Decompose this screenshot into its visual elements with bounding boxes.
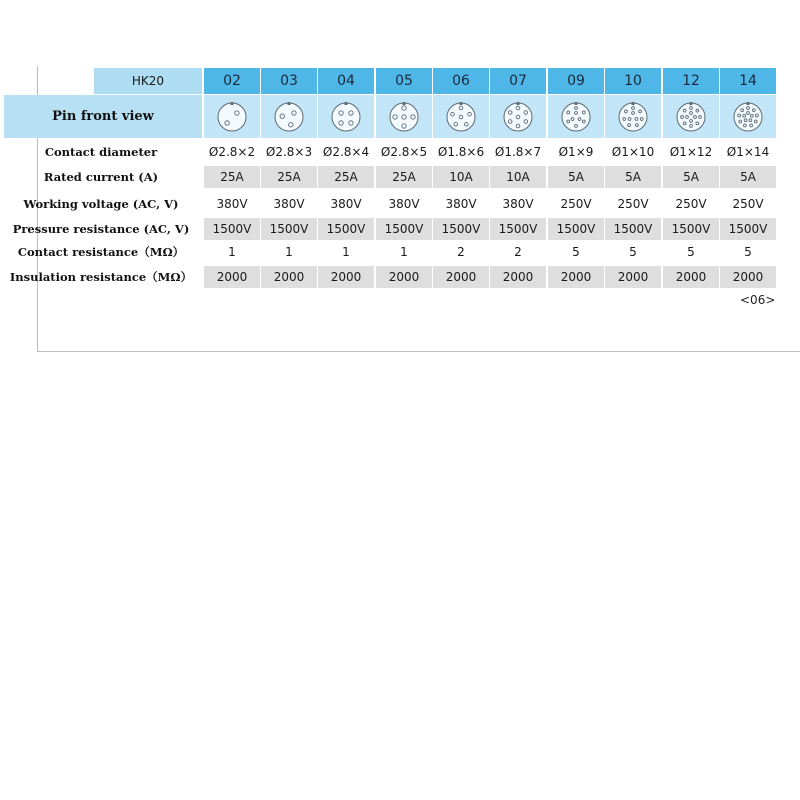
table-cell: Ø2.8×2 [208,145,256,159]
column-header-02: 02 [204,68,260,94]
table-cell: 2000 [204,266,260,288]
row-label: Insulation resistance（MΩ） [9,270,193,284]
table-cell: 5 [687,245,695,259]
table-cell: 250V [732,197,764,211]
table-cell: 2 [457,245,465,259]
table-cell: 5A [720,166,776,188]
table-cell: 2000 [261,266,317,288]
table-cell: Ø1.8×7 [494,145,542,159]
table-cell: 250V [675,197,707,211]
pin-diagram-06 [433,95,489,138]
table-cell: 380V [216,197,248,211]
pin-diagram-07 [490,95,546,138]
table-cell: 2000 [663,266,719,288]
pin-diagram-04 [318,95,374,138]
pin-layout-icon [501,100,535,134]
table-cell: 25A [376,166,432,188]
column-header-06: 06 [433,68,489,94]
column-header-07: 07 [490,68,546,94]
table-cell: 1500V [490,218,546,240]
table-cell: 380V [330,197,362,211]
table-cell: 1500V [663,218,719,240]
table-cell: 5A [605,166,661,188]
table-cell: 2000 [318,266,374,288]
table-cell: 2000 [376,266,432,288]
frame-bottom-border [37,351,800,352]
table-cell: Ø1×9 [558,145,594,159]
pin-diagram-14 [720,95,776,138]
table-cell: 5 [744,245,752,259]
column-header-14: 14 [720,68,776,94]
table-cell: 1 [400,245,408,259]
table-cell: 2000 [490,266,546,288]
pin-layout-icon [272,100,306,134]
table-cell: 250V [560,197,592,211]
table-cell: 10A [433,166,489,188]
table-cell: Ø2.8×4 [322,145,370,159]
column-header-10: 10 [605,68,661,94]
table-cell: 380V [502,197,534,211]
table-cell: 1 [285,245,293,259]
column-header-09: 09 [548,68,604,94]
pin-layout-icon [215,100,249,134]
row-label: Contact diameter [44,145,158,159]
column-header-12: 12 [663,68,719,94]
table-cell: Ø2.8×5 [380,145,428,159]
table-cell: 250V [617,197,649,211]
table-cell: Ø1×12 [669,145,713,159]
table-cell: 5A [663,166,719,188]
table-cell: 1 [228,245,236,259]
pin-layout-icon [731,100,765,134]
table-cell: 1500V [204,218,260,240]
table-cell: 25A [204,166,260,188]
pin-diagram-03 [261,95,317,138]
table-cell: 1 [342,245,350,259]
table-cell: 1500V [261,218,317,240]
table-cell: Ø2.8×3 [265,145,313,159]
page-number: <06> [740,293,776,307]
table-cell: 1500V [720,218,776,240]
table-cell: Ø1.8×6 [437,145,485,159]
table-cell: 5A [548,166,604,188]
pin-layout-icon [674,100,708,134]
table-cell: 1500V [318,218,374,240]
table-cell: 2 [514,245,522,259]
pin-diagram-12 [663,95,719,138]
table-cell: 380V [273,197,305,211]
pin-layout-icon [444,100,478,134]
pin-layout-icon [616,100,650,134]
table-cell: 2000 [720,266,776,288]
table-cell: Ø1×10 [611,145,655,159]
pin-layout-icon [559,100,593,134]
table-cell: 25A [261,166,317,188]
table-cell: Ø1×14 [726,145,770,159]
pin-diagram-05 [376,95,432,138]
column-header-04: 04 [318,68,374,94]
table-cell: 1500V [376,218,432,240]
pin-diagram-10 [605,95,661,138]
table-cell: 5 [572,245,580,259]
row-label: Pressure resistance (AC, V) [12,222,190,236]
pin-diagram-09 [548,95,604,138]
column-header-05: 05 [376,68,432,94]
row-label: Contact resistance（MΩ） [17,245,185,259]
pin-layout-icon [387,100,421,134]
table-cell: 380V [388,197,420,211]
table-cell: 5 [629,245,637,259]
table-cell: 2000 [548,266,604,288]
row-label: Working voltage (AC, V) [23,197,179,211]
pin-front-view-label: Pin front view [4,95,202,138]
table-cell: 25A [318,166,374,188]
table-cell: 380V [445,197,477,211]
pin-diagram-02 [204,95,260,138]
table-cell: 1500V [605,218,661,240]
table-cell: 1500V [433,218,489,240]
pin-layout-icon [329,100,363,134]
table-cell: 2000 [605,266,661,288]
row-label: Rated current (A) [43,170,159,184]
table-cell: 1500V [548,218,604,240]
model-header: HK20 [94,68,202,94]
column-header-03: 03 [261,68,317,94]
table-cell: 10A [490,166,546,188]
table-cell: 2000 [433,266,489,288]
